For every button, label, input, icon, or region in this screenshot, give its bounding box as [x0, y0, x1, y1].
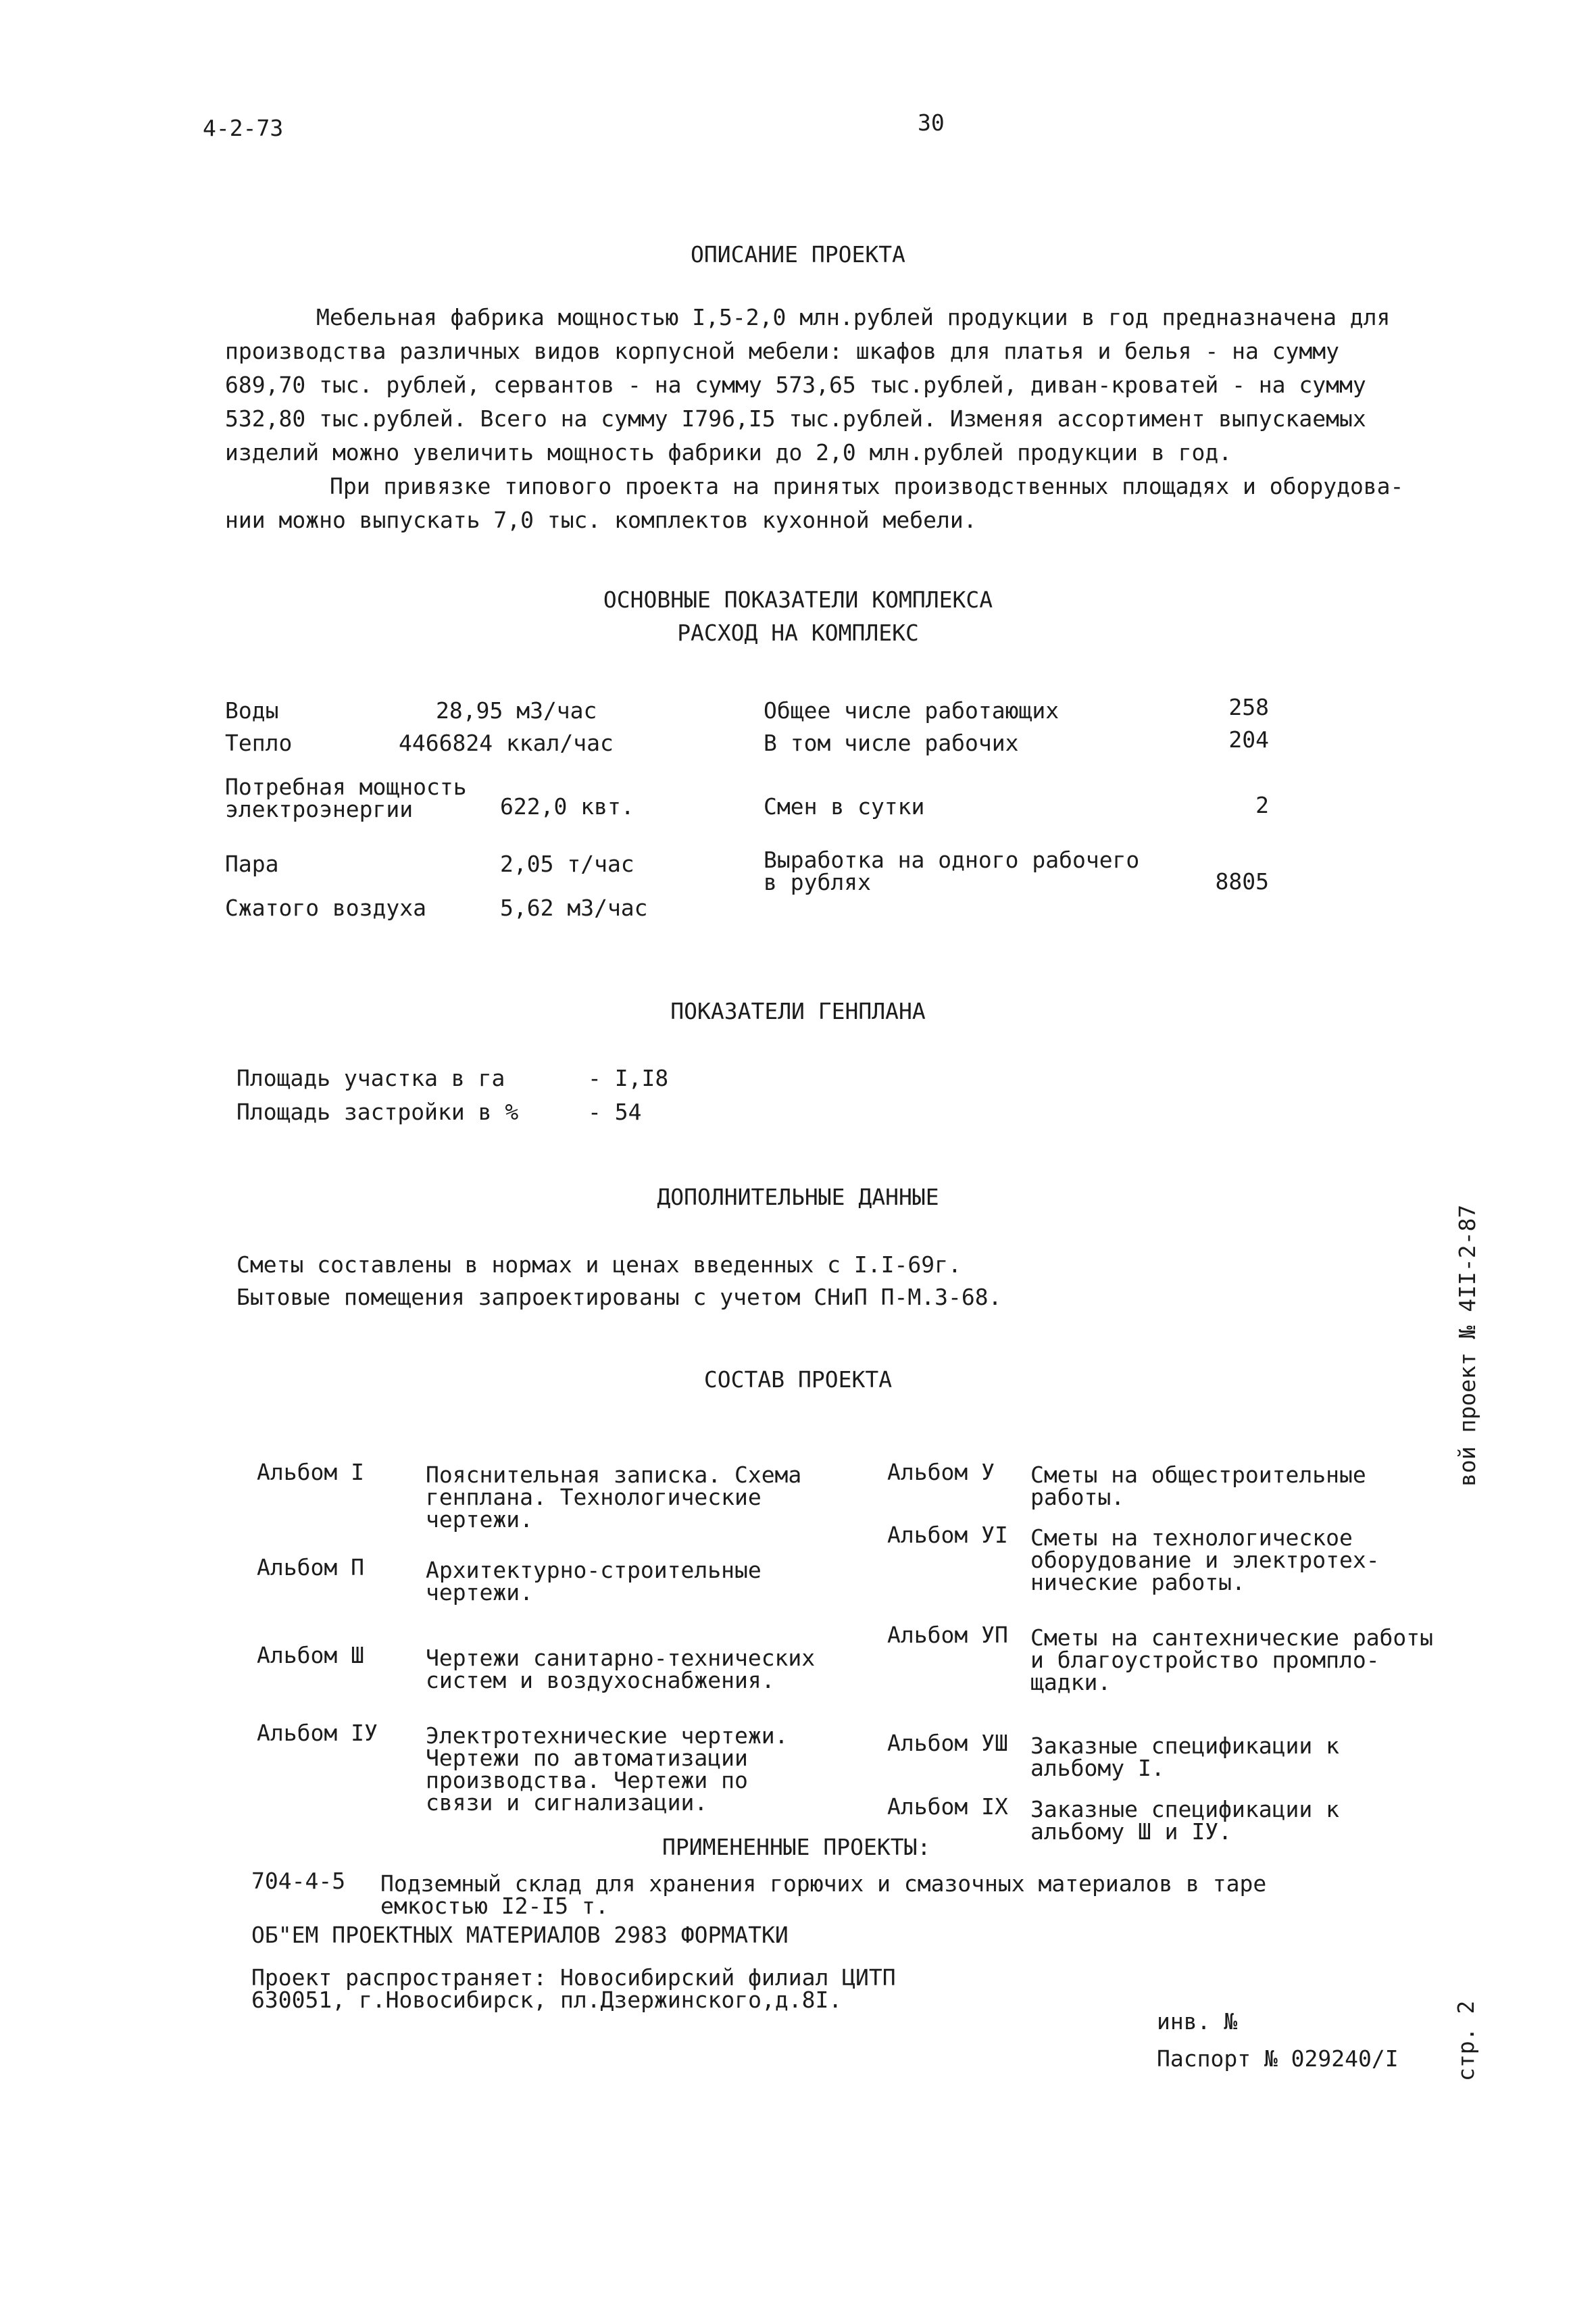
description-line: производства различных видов корпусной мебели: шкафов для платья и белья - на сумму	[225, 338, 1340, 364]
indicator-label: Тепло	[225, 730, 293, 756]
album-label: Альбом УП	[887, 1622, 1008, 1648]
indicator-value: 5,62 м3/час	[500, 895, 648, 921]
indicator-value: 258	[1228, 694, 1269, 720]
additional-line: Сметы составлены в нормах и ценах введенных с I.I-69г.	[236, 1251, 962, 1278]
indicator-label: Выработка на одного рабочего в рублях	[764, 847, 1140, 895]
album-label: Альбом IУ	[257, 1720, 378, 1746]
indicator-value: 8805	[1215, 868, 1269, 895]
description-line: 532,80 тыс.рублей. Всего на сумму I796,I5 тыс.рублей. Изменяя ассортимент выпускаемых	[225, 405, 1366, 432]
description-title: ОПИСАНИЕ ПРОЕКТА	[691, 241, 905, 268]
album-label: Альбом IX	[887, 1793, 1008, 1820]
passport-number: Паспорт № 029240/I	[1157, 2045, 1399, 2072]
side-project-text: вой проект № 4II-2-87	[1454, 1204, 1480, 1487]
applied-code: 704-4-5	[251, 1868, 346, 1894]
page-number: 30	[918, 109, 945, 136]
description-line: Мебельная фабрика мощностью I,5-2,0 млн.рублей продукции в год предназначена для	[316, 304, 1391, 330]
indicator-value: 204	[1228, 726, 1269, 753]
album-label: Альбом I	[257, 1459, 364, 1485]
indicator-label: Смен в сутки	[764, 793, 925, 820]
album-description: Электротехнические чертежи. Чертежи по автоматизации производства. Чертежи по связи и сигнализации.	[426, 1722, 789, 1816]
indicator-value: 28,95 м3/час	[436, 697, 597, 724]
indicator-label: Пара	[225, 851, 279, 877]
site-plan-label: Площадь застройки в %	[236, 1099, 519, 1125]
indicators-title: ОСНОВНЫЕ ПОКАЗАТЕЛИ КОМПЛЕКСА	[603, 587, 993, 613]
additional-line: Бытовые помещения запроектированы с учетом СНиП П-М.3-68.	[236, 1284, 1002, 1310]
document-code: 4-2-73	[203, 115, 284, 141]
album-description: Сметы на технологическое оборудование и электротех- нические работы.	[1030, 1524, 1380, 1595]
site-plan-value: - 54	[588, 1099, 642, 1125]
indicator-label: В том числе рабочих	[764, 730, 1019, 756]
album-label: Альбом Ш	[257, 1642, 364, 1668]
inventory-number: инв. №	[1157, 2008, 1238, 2035]
album-label: Альбом УШ	[887, 1730, 1008, 1756]
album-label: Альбом УI	[887, 1522, 1008, 1548]
indicator-value: 2,05 т/час	[500, 851, 634, 877]
side-page-label: стр. 2	[1453, 2000, 1479, 2081]
composition-title: СОСТАВ ПРОЕКТА	[703, 1366, 893, 1393]
album-description: Заказные спецификации к альбому I.	[1030, 1733, 1339, 1781]
description-text	[225, 301, 1441, 537]
indicators-subtitle: РАСХОД НА КОМПЛЕКС	[677, 620, 919, 646]
album-description: Чертежи санитарно-технических систем и воздухоснабжения.	[426, 1645, 816, 1693]
album-description: Сметы на сантехнические работы и благоустройство промпло- щадки.	[1030, 1624, 1434, 1695]
indicator-label: Потребная мощность электроэнергии	[225, 774, 467, 822]
description-line: 689,70 тыс. рублей, сервантов - на сумму 573,65 тыс.рублей, диван-кроватей - на сумму	[225, 372, 1366, 398]
album-description: Сметы на общестроительные работы.	[1030, 1462, 1366, 1510]
indicator-value: 4466824 ккал/час	[399, 730, 614, 756]
album-label: Альбом У	[887, 1459, 995, 1485]
materials-volume: ОБ"ЕМ ПРОЕКТНЫХ МАТЕРИАЛОВ 2983 ФОРМАТКИ	[251, 1922, 789, 1948]
additional-title: ДОПОЛНИТЕЛЬНЫЕ ДАННЫЕ	[657, 1184, 939, 1210]
album-description: Пояснительная записка. Схема генплана. Технологические чертежи.	[426, 1462, 802, 1533]
distributor: Проект распространяет: Новосибирский филиал ЦИТП 630051, г.Новосибирск, пл.Дзержинского,д.8I.	[251, 1964, 896, 2013]
album-label: Альбом П	[257, 1554, 364, 1580]
description-line: нии можно выпускать 7,0 тыс. комплектов кухонной мебели.	[225, 507, 977, 533]
site-plan-title: ПОКАЗАТЕЛИ ГЕНПЛАНА	[670, 998, 926, 1024]
indicator-value: 622,0 квт.	[500, 793, 634, 820]
description-line: изделий можно увеличить мощность фабрики до 2,0 млн.рублей продукции в год.	[225, 439, 1232, 466]
indicator-label: Сжатого воздуха	[225, 895, 427, 921]
album-description: Архитектурно-строительные чертежи.	[426, 1557, 762, 1605]
indicator-value: 2	[1255, 792, 1269, 818]
site-plan-label: Площадь участка в га	[236, 1065, 505, 1091]
album-description: Заказные спецификации к альбому Ш и IУ.	[1030, 1796, 1339, 1845]
site-plan-value: - I,I8	[588, 1065, 669, 1091]
indicator-label: Воды	[225, 697, 279, 724]
indicator-label: Общее числе работающих	[764, 697, 1059, 724]
applied-description: Подземный склад для хранения горючих и смазочных материалов в таре емкостью I2-I5 т.	[380, 1870, 1267, 1919]
applied-title: ПРИМЕНЕННЫЕ ПРОЕКТЫ:	[662, 1834, 931, 1860]
description-line: При привязке типового проекта на принятых производственных площадях и оборудова-	[330, 473, 1404, 499]
